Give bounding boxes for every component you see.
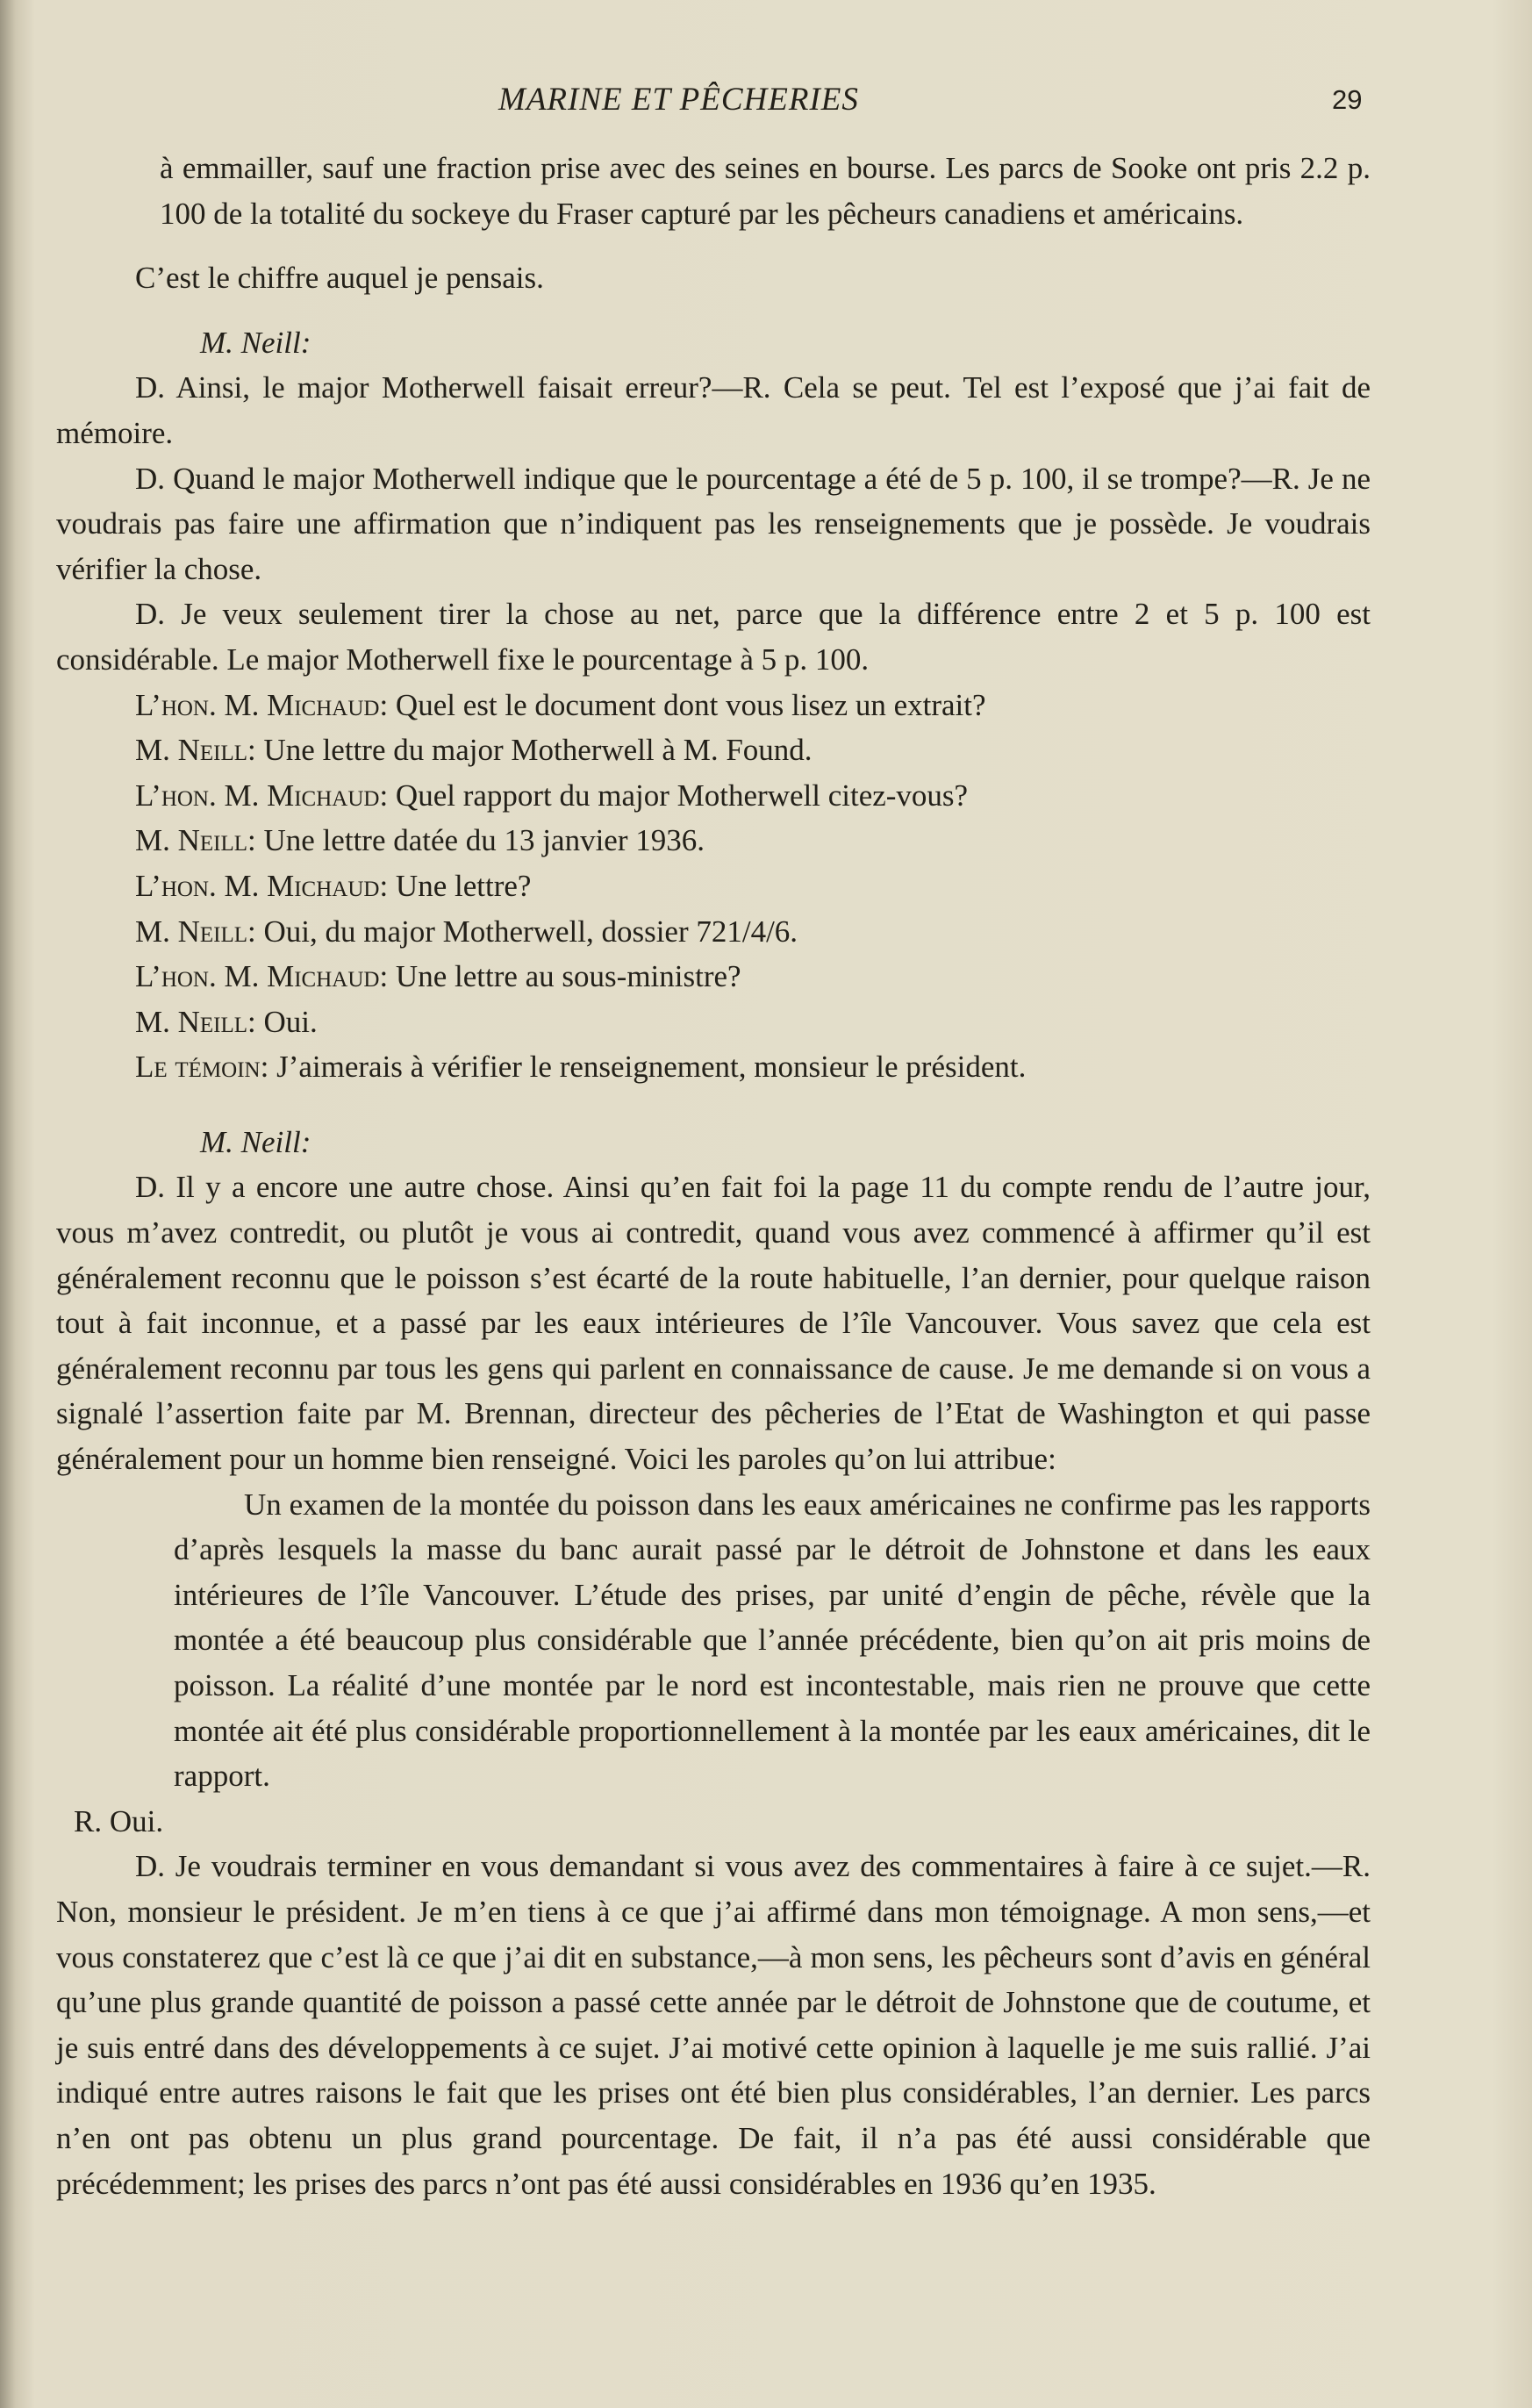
paragraph: R. Oui. xyxy=(74,1803,164,1838)
dialogue-text: : Quel est le document dont vous lisez un extrait? xyxy=(379,687,986,722)
page-number: 29 xyxy=(1332,84,1363,115)
speaker-heading: M. Neill: xyxy=(200,325,311,360)
paragraph: C’est le chiffre auquel je pensais. xyxy=(135,261,544,296)
dialogue-text: : Une lettre datée du 13 janvier 1936. xyxy=(247,823,705,858)
paragraph: D. Je voudrais terminer en vous demandant si vous avez des commentaires à faire à ce sujet.—R. Non, monsieur le président. Je m’en tiens à ce que j’ai affirmé dans mon témoignage. A mon sens,—et vous constaterez que c’est là ce que j’ai dit en substance,—à mon sens, les pêcheurs sont d’avis en général qu’une plus grande quantité de poisson a passé cette année par le détroit de Johnstone que de coutume, et je suis entré dans des développements à ce sujet. J’ai motivé cette opinion à laquelle je me suis rallié. J’ai indiqué entre autres raisons le fait que les prises ont été bien plus considérables, l’an dernier. Les parcs n’en ont pas obtenu un plus grand pourcentage. De fait, il n’a pas été aussi considérable que précédemment; les prises des parcs n’ont pas été aussi considérables en 1936 qu’en 1935. xyxy=(56,1849,1371,2201)
paragraph: D. Il y a encore une autre chose. Ainsi qu’en fait foi la page 11 du compte rendu de l’autre jour, vous m’avez contredit, ou plutôt je vous ai contredit, quand vous avez commencé à affirmer qu’il est généralement reconnu que le poisson s’est écarté de la route habituelle, l’an dernier, pour quelque raison tout à fait inconnue, et a passé par les eaux intérieures de l’île Vancouver. Vous savez que cela est généralement reconnu par tous les gens qui parlent en connaissance de cause. Je me demande si on vous a signalé l’assertion faite par M. Brennan, directeur des pêcheries de l’Etat de Washington et qui passe généralement pour un homme bien renseigné. Voici les paroles qu’on lui attribue: xyxy=(56,1170,1371,1477)
dialogue-text: : Une lettre? xyxy=(379,868,532,903)
dialogue-line xyxy=(56,864,1371,909)
dialogue-line xyxy=(56,727,1371,773)
dialogue-text: : Une lettre du major Motherwell à M. Found. xyxy=(247,733,813,768)
dialogue-text: : Oui. xyxy=(247,1004,318,1039)
dialogue-speaker: L’hon. M. Michaud xyxy=(135,959,380,994)
page-body xyxy=(56,146,1371,2206)
paragraph: D. Je veux seulement tirer la chose au net, parce que la différence entre 2 et 5 p. 100 est considérable. Le major Motherwell fixe le pourcentage à 5 p. 100. xyxy=(56,597,1371,677)
dialogue-text: : J’aimerais à vérifier le renseignement, monsieur le président. xyxy=(260,1050,1027,1085)
dialogue-line xyxy=(56,818,1371,864)
dialogue-speaker: M. Neill xyxy=(135,914,248,949)
dialogue-text: : Quel rapport du major Motherwell citez-vous? xyxy=(379,778,969,813)
dialogue-speaker: L’hon. M. Michaud xyxy=(135,778,380,813)
speaker-heading: M. Neill: xyxy=(200,1124,311,1159)
running-head: MARINE ET PÊCHERIES xyxy=(498,82,859,118)
paragraph: D. Ainsi, le major Motherwell faisait erreur?—R. Cela se peut. Tel est l’exposé que j’ai fait de mémoire. xyxy=(56,370,1371,450)
dialogue-speaker: M. Neill xyxy=(135,1004,248,1039)
paragraph: D. Quand le major Motherwell indique que le pourcentage a été de 5 p. 100, il se trompe?—R. Je ne voudrais pas faire une affirmation que n’indiquent pas les renseignements que je possède. Je voudrais vérifier la chose. xyxy=(56,461,1371,586)
dialogue-speaker: M. Neill xyxy=(135,733,248,768)
dialogue-speaker: L’hon. M. Michaud xyxy=(135,687,380,722)
dialogue-line xyxy=(56,954,1371,1000)
dialogue-speaker: L’hon. M. Michaud xyxy=(135,868,380,903)
dialogue-line xyxy=(56,1000,1371,1045)
dialogue-line xyxy=(56,909,1371,955)
dialogue-block xyxy=(56,683,1371,1090)
paragraph-continuation: à emmailler, sauf une fraction prise avec des seines en bourse. Les parcs de Sooke ont pris 2.2 p. 100 de la totalité du sockeye du Fraser capturé par les pêcheurs canadiens et américains. xyxy=(160,151,1371,231)
dialogue-line xyxy=(56,773,1371,819)
dialogue-line xyxy=(56,1044,1371,1090)
dialogue-line xyxy=(56,683,1371,728)
page-header xyxy=(0,81,1532,125)
dialogue-text: : Une lettre au sous-ministre? xyxy=(379,959,741,994)
dialogue-speaker: Le témoin xyxy=(135,1050,261,1085)
dialogue-text: : Oui, du major Motherwell, dossier 721/4/6. xyxy=(247,914,798,949)
dialogue-speaker: M. Neill xyxy=(135,823,248,858)
quote-text: Un examen de la montée du poisson dans les eaux américaines ne confirme pas les rapports d’après lesquels la masse du banc aurait passé par le détroit de Johnstone et dans les eaux intérieures de l’île Vancouver. L’étude des prises, par unité d’engin de pêche, révèle que la montée a été beaucoup plus considérable que l’année précédente, bien qu’on ait pris moins de poisson. La réalité d’une montée par le nord est incontestable, mais rien ne prouve que cette montée ait été plus considérable proportionnellement à la montée par les eaux américaines, dit le rapport. xyxy=(174,1487,1371,1794)
block-quote xyxy=(56,1482,1371,1799)
